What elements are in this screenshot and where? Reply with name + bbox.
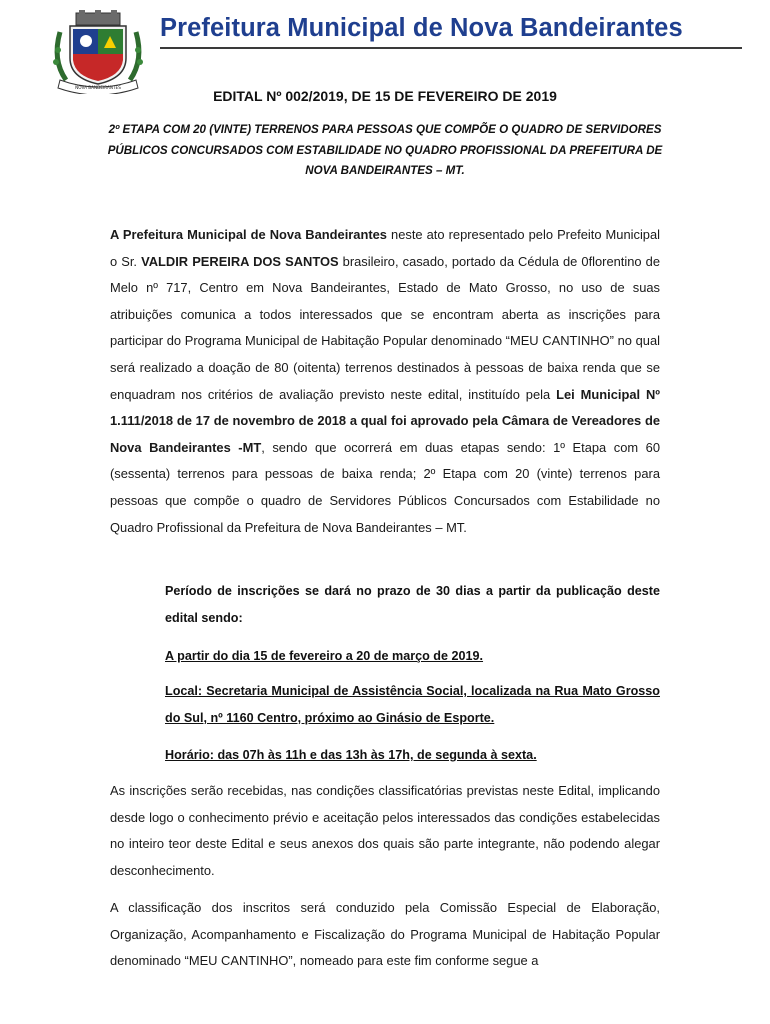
municipal-crest-icon [46, 10, 150, 94]
periodo-inscricoes: Período de inscrições se dará no prazo de 30 dias a partir da publicação deste edital sendo: [165, 584, 660, 625]
paragraph-inscricoes: As inscrições serão recebidas, nas condições classificatórias previstas neste Edital, implicando desde logo o conhecimento prévio e aceitação pelos interessados das condições estabelecidas no inteiro teor deste Edital e seus anexos dos quais são parte integrante, não podendo alegar desconhecimento. [110, 783, 660, 878]
svg-text:NOVA BANDEIRANTES: NOVA BANDEIRANTES [75, 85, 121, 90]
document-subtitle: 2º ETAPA COM 20 (VINTE) TERRENOS PARA PESSOAS QUE COMPÕE O QUADRO DE SERVIDORES PÚBLICOS CONCURSADOS COM ESTABILIDADE NO QUADRO PROFISSIONAL DA PREFEITURA DE NOVA BANDEIRANTES – MT. [107, 123, 663, 177]
paragraph-classificacao: A classificação dos inscritos será conduzido pela Comissão Especial de Elaboração, Organização, Acompanhamento e Fiscalização do Programa Municipal de Habitação Popular denominado “MEU CANTINHO”, nomeado para este fim conforme segue a [110, 900, 660, 969]
intro-prefeito-name: VALDIR PEREIRA DOS SANTOS [141, 253, 339, 269]
datas-inscricoes: A partir do dia 15 de fevereiro a 20 de março de 2019. [165, 649, 484, 663]
horario-inscricoes: Horário: das 07h às 11h e das 13h às 17h, de segunda à sexta. [165, 748, 537, 762]
paragraph-intro [110, 222, 660, 541]
document-title: EDITAL Nº 002/2019, DE 15 DE FEVEREIRO DE 2019 [213, 88, 557, 104]
header-divider [160, 47, 742, 49]
intro-text-2: brasileiro, casado, portado da Cédula de 0florentino de Melo nº 717, Centro em Nova Bandeirantes, Estado de Mato Grosso, no uso de suas atribuições comunica a todos interessados que se encontram aberta as inscrições para participar do Programa Municipal de Habitação Popular denominado “MEU CANTINHO” no qual será realizado a doação de 80 (oitenta) terrenos destinados à pessoas de baixa renda que se enquadram nos critérios de avaliação previsto neste edital, instituído pela [110, 253, 661, 402]
intro-lei-municipal: Lei Municipal Nº 1.111/2018 de 17 de novembro de 2018 a qual foi aprovado pela Câmara de Vereadores de Nova Bandeirantes -MT [110, 386, 661, 455]
intro-prefeitura: A Prefeitura Municipal de Nova Bandeirantes [110, 227, 387, 242]
page-header [0, 0, 770, 92]
local-inscricoes: Local: Secretaria Municipal de Assistência Social, localizada na Rua Mato Grosso do Sul, nº 1160 Centro, próximo ao Ginásio de Esporte. [165, 684, 660, 725]
intro-text-1: neste ato representado pelo Prefeito Municipal o Sr. [110, 227, 661, 269]
header-title: Prefeitura Municipal de Nova Bandeirantes [160, 14, 683, 42]
intro-text-3: , sendo que ocorrerá em duas etapas sendo: 1º Etapa com 60 (sessenta) terrenos para pessoas de baixa renda; 2º Etapa com 20 (vinte) terrenos para pessoas que compõe o quadro de Servidores Públicos Concursados com Estabilidade no Quadro Profissional da Prefeitura de Nova Bandeirantes – MT. [110, 439, 660, 535]
